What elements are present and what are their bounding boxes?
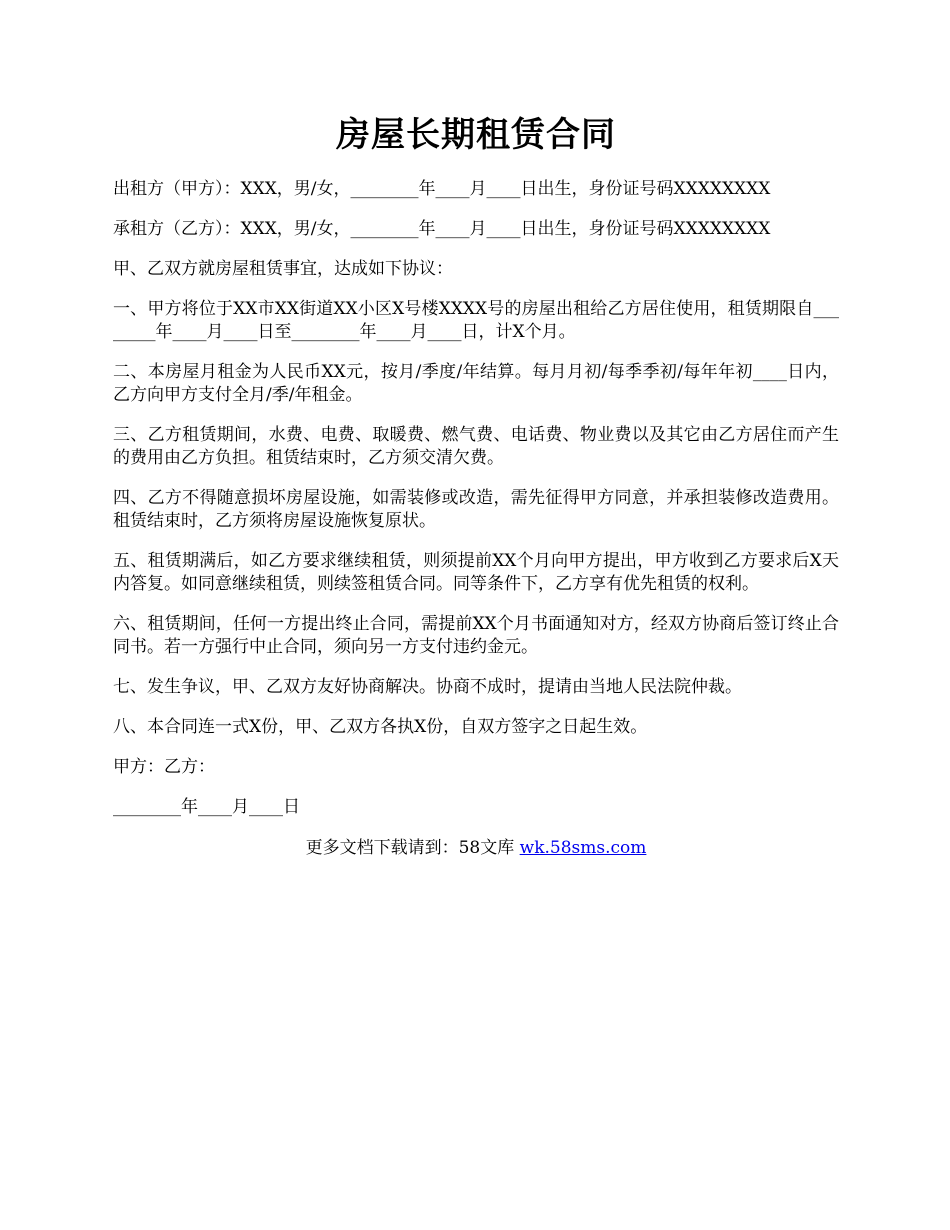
signature-line: 甲方：乙方：	[113, 757, 215, 777]
document-page	[113, 110, 839, 860]
clause-3: 三、乙方租赁期间，水费、电费、取暖费、燃气费、电话费、物业费以及其它由乙方居住而产生的费用由乙方负担。租赁结束时，乙方须交清欠费。	[113, 425, 839, 468]
clause-6: 六、租赁期间，任何一方提出终止合同，需提前XX个月书面通知对方，经双方协商后签订终止合同书。若一方强行中止合同，须向另一方支付违约金元。	[113, 614, 839, 657]
clause-8: 八、本合同连一式X份，甲、乙双方各执X份，自双方签字之日起生效。	[113, 717, 648, 737]
clause-7: 七、发生争议，甲、乙双方友好协商解决。协商不成时，提请由当地人民法院仲裁。	[113, 677, 742, 697]
download-footer	[113, 837, 839, 860]
clause-4: 四、乙方不得随意损坏房屋设施，如需装修或改造，需先征得甲方同意，并承担装修改造费用。租赁结束时，乙方须将房屋设施恢复原状。	[113, 488, 839, 531]
clause-1: 一、甲方将位于XX市XX街道XX小区X号楼XXXX号的房屋出租给乙方居住使用，租赁期限自________年____月____日至________年____月____日，计X个月。	[113, 299, 839, 342]
clause-5: 五、租赁期满后，如乙方要求继续租赁，则须提前XX个月向甲方提出，甲方收到乙方要求后X天内答复。如同意继续租赁，则续签租赁合同。同等条件下，乙方享有优先租赁的权利。	[113, 551, 839, 594]
lessor-info: 出租方（甲方）：XXX，男/女，________年____月____日出生，身份证号码XXXXXXXX	[113, 179, 771, 199]
footer-link[interactable]: wk.58sms.com	[519, 838, 647, 858]
footer-text: 更多文档下载请到：58文库	[305, 838, 515, 858]
clause-2: 二、本房屋月租金为人民币XX元，按月/季度/年结算。每月月初/每季季初/每年年初____日内，乙方向甲方支付全月/季/年租金。	[113, 362, 839, 405]
lessee-info: 承租方（乙方）：XXX，男/女，________年____月____日出生，身份证号码XXXXXXXX	[113, 219, 771, 239]
agreement-intro: 甲、乙双方就房屋租赁事宜，达成如下协议：	[113, 259, 453, 279]
date-line: ________年____月____日	[113, 797, 300, 817]
document-title: 房屋长期租赁合同	[336, 115, 616, 155]
